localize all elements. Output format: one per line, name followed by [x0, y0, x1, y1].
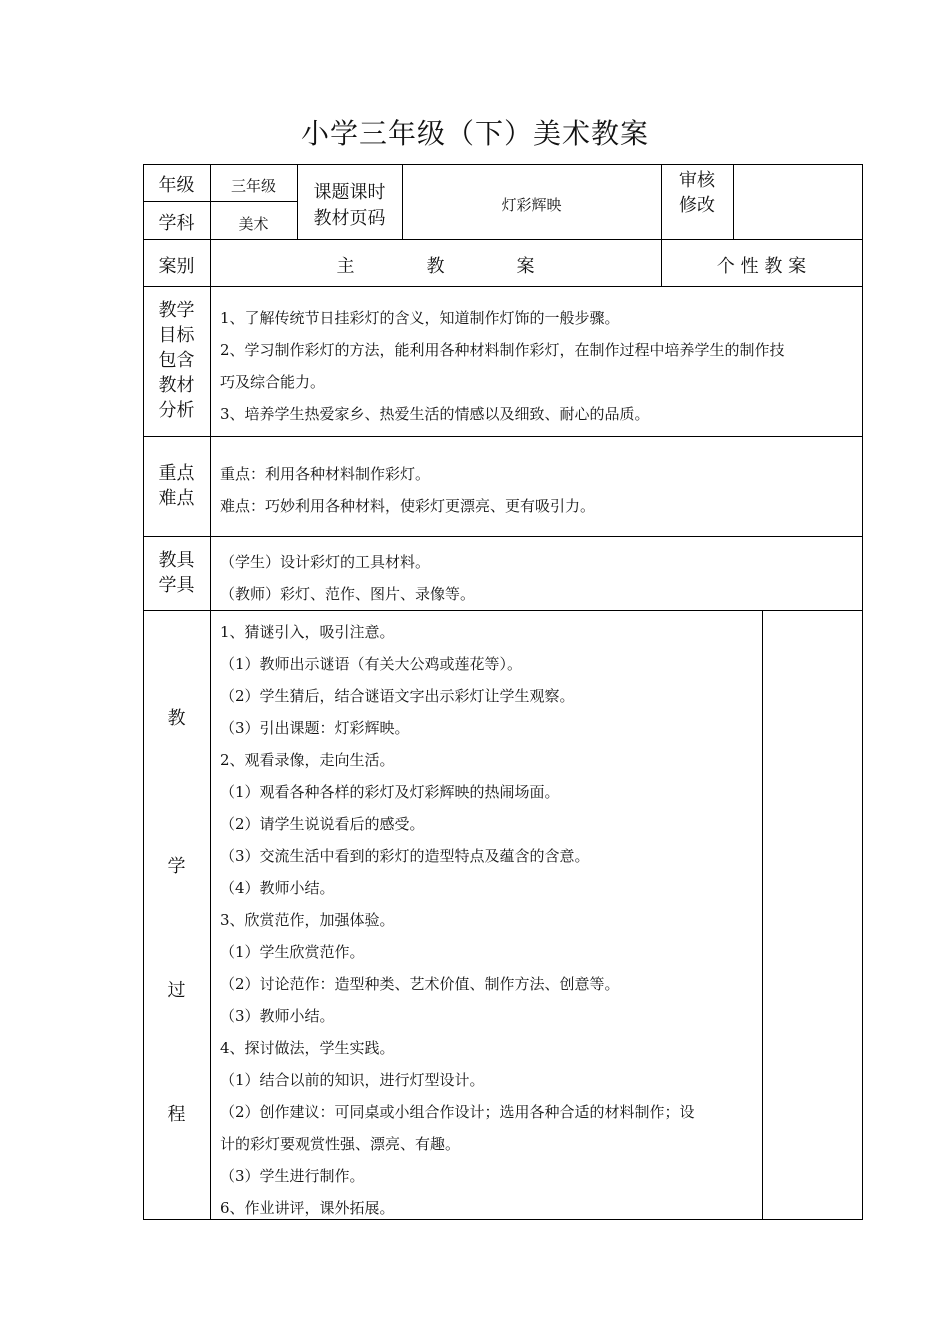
topic-label-line-1: 课题课时	[313, 182, 386, 203]
subject-value: 美术	[238, 215, 269, 233]
subject-label: 学科	[158, 213, 195, 234]
tools-content: （学生）设计彩灯的工具材料。 （教师）彩灯、范作、图片、录像等。	[220, 553, 476, 603]
review-label-line-2: 修改	[679, 195, 715, 216]
process-label-char-4: 程	[167, 1104, 186, 1125]
topic-label-line-2: 教材页码	[313, 208, 386, 229]
process-label-char-1: 教	[167, 708, 186, 729]
topic-value: 灯彩辉映	[501, 196, 562, 214]
grade-label: 年级	[158, 175, 195, 196]
main-plan-header: 主 教 案	[336, 256, 535, 277]
objectives-content: 1、了解传统节日挂彩灯的含义，知道制作灯饰的一般步骤。 2、学习制作彩灯的方法，能利用各种材料制作彩灯，在制作过程中培养学生的制作技 巧及综合能力。 3、培养学生热爱家乡、热爱生活的情感以及细致、耐心的品质。	[220, 309, 785, 423]
process-label-char-3: 过	[167, 980, 186, 1001]
key-points-label: 重点 难点	[158, 463, 195, 509]
personal-plan-header: 个 性 教 案	[716, 256, 807, 277]
process-content: 1、猜谜引入，吸引注意。 （1）教师出示谜语（有关大公鸡或莲花等）。 （2）学生猜后，结合谜语文字出示彩灯让学生观察。 （3）引出课题：灯彩辉映。 2、观看录像，走向生活。 （1）观看各种各样的彩灯及灯彩辉映的热闹场面。 （2）请学生说说看后的感受。 （3）交流生活中看到的彩灯的造型特点及蕴含的含意。 （4）教师小结。 3、欣赏范作，加强体验。 （1）学生欣赏范作。 （2）讨论范作：造型种类、艺术价值、制作方法、创意等。 （3）教师小结。 4、探讨做法，学生实践。 （1）结合以前的知识，进行灯型设计。 （2）创作建议：可同桌或小组合作设计；选用各种合适的材料制作；设 计的彩灯要观赏性强、漂亮、有趣。 （3）学生进行制作。 6、作业讲评，课外拓展。	[220, 623, 695, 1217]
review-label-line-1: 审核	[679, 170, 715, 191]
key-points-content: 重点：利用各种材料制作彩灯。 难点：巧妙利用各种材料，使彩灯更漂亮、更有吸引力。	[220, 465, 596, 515]
objectives-label: 教学 目标 包含 教材 分析	[158, 300, 195, 421]
process-label-char-2: 学	[167, 856, 186, 877]
page-title: 小学三年级（下）美术教案	[300, 117, 649, 150]
case-label: 案别	[158, 256, 195, 277]
tools-label: 教具 学具	[158, 550, 195, 596]
grade-value: 三年级	[230, 177, 276, 195]
